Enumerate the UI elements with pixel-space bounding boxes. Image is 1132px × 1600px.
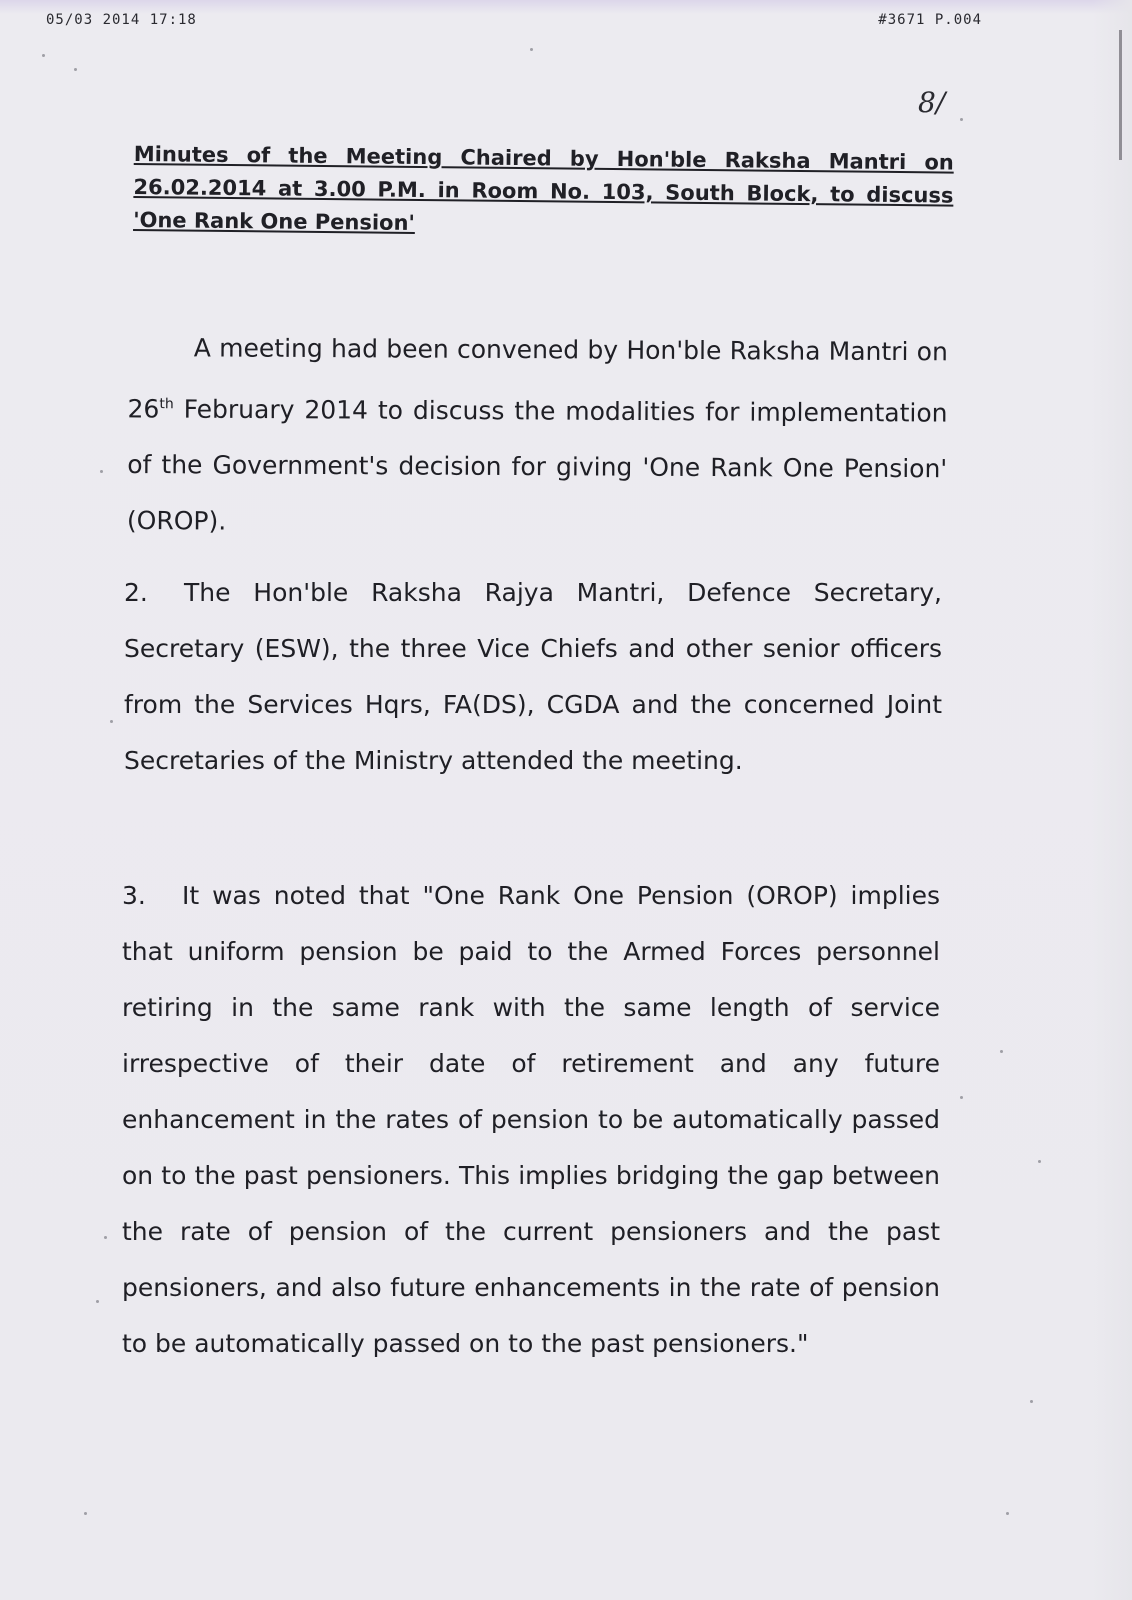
- scan-speck: [100, 470, 103, 473]
- paragraph-3: [122, 868, 940, 1372]
- ordinal-suffix: th: [159, 396, 174, 413]
- scan-speck: [104, 1236, 107, 1239]
- scan-speck: [1006, 1512, 1009, 1515]
- scan-speck: [96, 1300, 99, 1303]
- fax-reference: #3671 P.004: [878, 12, 982, 28]
- scan-binder-mark: [1119, 30, 1122, 160]
- scan-speck: [530, 48, 533, 51]
- paragraph-3-text: It was noted that "One Rank One Pension (OROP) implies that uniform pension be paid to the Armed Forces personnel retiring in the same rank with the same length of service irrespective of their date of retirement and any future enhancement in the rates of pension to be automatically passed on to the past pensioners. This implies bridging the gap between the rate of pension of the current pensioners and the past pensioners, and also future enhancements in the rate of pension to be automatically passed on to the past pensioners.": [122, 881, 940, 1358]
- scan-speck: [84, 1512, 87, 1515]
- document-title: Minutes of the Meeting Chaired by Hon'ble Raksha Mantri on 26.02.2014 at 3.00 P.M. in Room No. 103, South Block, to discuss 'One Rank One Pension': [133, 141, 954, 235]
- paragraph-1: [127, 320, 948, 554]
- scan-speck: [110, 720, 113, 723]
- handwritten-page-number: 8/: [918, 86, 946, 119]
- scan-edge-shadow: [1092, 0, 1132, 1600]
- paragraph-2: [124, 565, 942, 789]
- scan-speck: [960, 118, 963, 121]
- scan-speck: [1038, 1160, 1041, 1163]
- scan-speck: [42, 54, 45, 57]
- paragraph-number: 2.: [124, 578, 148, 607]
- paragraph-number: 3.: [122, 881, 146, 910]
- scan-speck: [74, 68, 77, 71]
- scan-speck: [960, 1096, 963, 1099]
- scan-speck: [1030, 1400, 1033, 1403]
- scan-speck: [1000, 1050, 1003, 1053]
- paragraph-2-text: The Hon'ble Raksha Rajya Mantri, Defence Secretary, Secretary (ESW), the three Vice Chiefs and other senior officers from the Services Hqrs, FA(DS), CGDA and the concerned Joint Secretaries of the Ministry attended the meeting.: [124, 578, 942, 775]
- fax-datetime: 05/03 2014 17:18: [46, 12, 197, 28]
- paragraph-1-text-end: February 2014 to discuss the modalities for implementation of the Government's decision for giving 'One Rank One Pension' (OROP).: [126, 394, 948, 536]
- paragraph-1-text-start: A meeting had been convened by Hon'ble Raksha Mantri on 26: [127, 333, 948, 424]
